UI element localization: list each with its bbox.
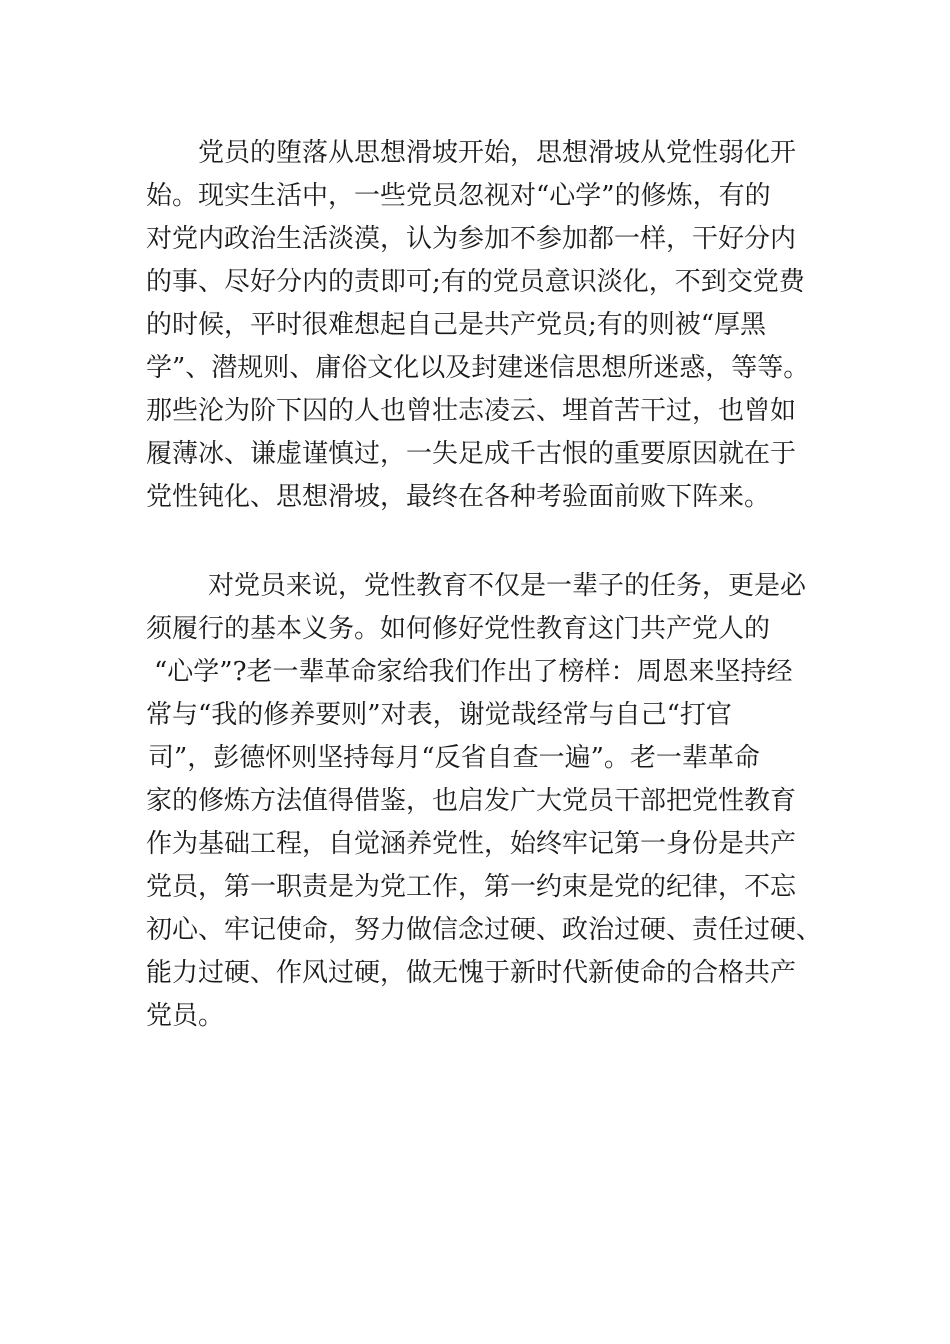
text-line: 党员。 bbox=[146, 1001, 225, 1031]
text-line: 对党员来说，党性教育不仅是一辈子的任务，更是必 bbox=[208, 571, 807, 601]
text-line: 作为基础工程，自觉涵养党性，始终牢记第一身份是共产 bbox=[146, 829, 797, 859]
text-line: 党性钝化、思想滑坡，最终在各种考验面前败下阵来。 bbox=[146, 482, 771, 512]
text-line: 司”，彭德怀则坚持每月“反省自查一遍”。老一辈革命 bbox=[148, 743, 760, 773]
text-line: 家的修炼方法值得借鉴，也启发广大党员干部把党性教育 bbox=[146, 786, 797, 816]
text-line: 的事、尽好分内的责即可;有的党员意识淡化，不到交党费 bbox=[146, 267, 805, 297]
text-line: 的时候，平时很难想起自己是共产党员;有的则被“厚黑 bbox=[146, 310, 767, 340]
text-line: 始。现实生活中，一些党员忽视对“心学”的修炼，有的 bbox=[146, 181, 771, 211]
text-line: 履薄冰、谦虚谨慎过，一失足成千古恨的重要原因就在于 bbox=[146, 439, 797, 469]
text-line: 党员，第一职责是为党工作，第一约束是党的纪律，不忘 bbox=[146, 872, 797, 902]
text-line: “心学”?老一辈革命家给我们作出了榜样：周恩来坚持经 bbox=[154, 657, 793, 687]
text-line: 对党内政治生活淡漠，认为参加不参加都一样，干好分内 bbox=[146, 224, 797, 254]
text-line: 学”、潜规则、庸俗文化以及封建迷信思想所迷惑，等等。 bbox=[146, 353, 810, 383]
text-line: 初心、牢记使命，努力做信念过硬、政治过硬、责任过硬、 bbox=[146, 915, 823, 945]
text-line: 能力过硬、作风过硬，做无愧于新时代新使命的合格共产 bbox=[146, 958, 797, 988]
text-line: 常与“我的修养要则”对表，谢觉哉经常与自己“打官 bbox=[146, 700, 732, 730]
text-line: 党员的堕落从思想滑坡开始，思想滑坡从党性弱化开 bbox=[198, 138, 797, 168]
text-line: 须履行的基本义务。如何修好党性教育这门共产党人的 bbox=[146, 614, 771, 644]
text-line: 那些沦为阶下囚的人也曾壮志凌云、埋首苦干过，也曾如 bbox=[146, 396, 797, 426]
